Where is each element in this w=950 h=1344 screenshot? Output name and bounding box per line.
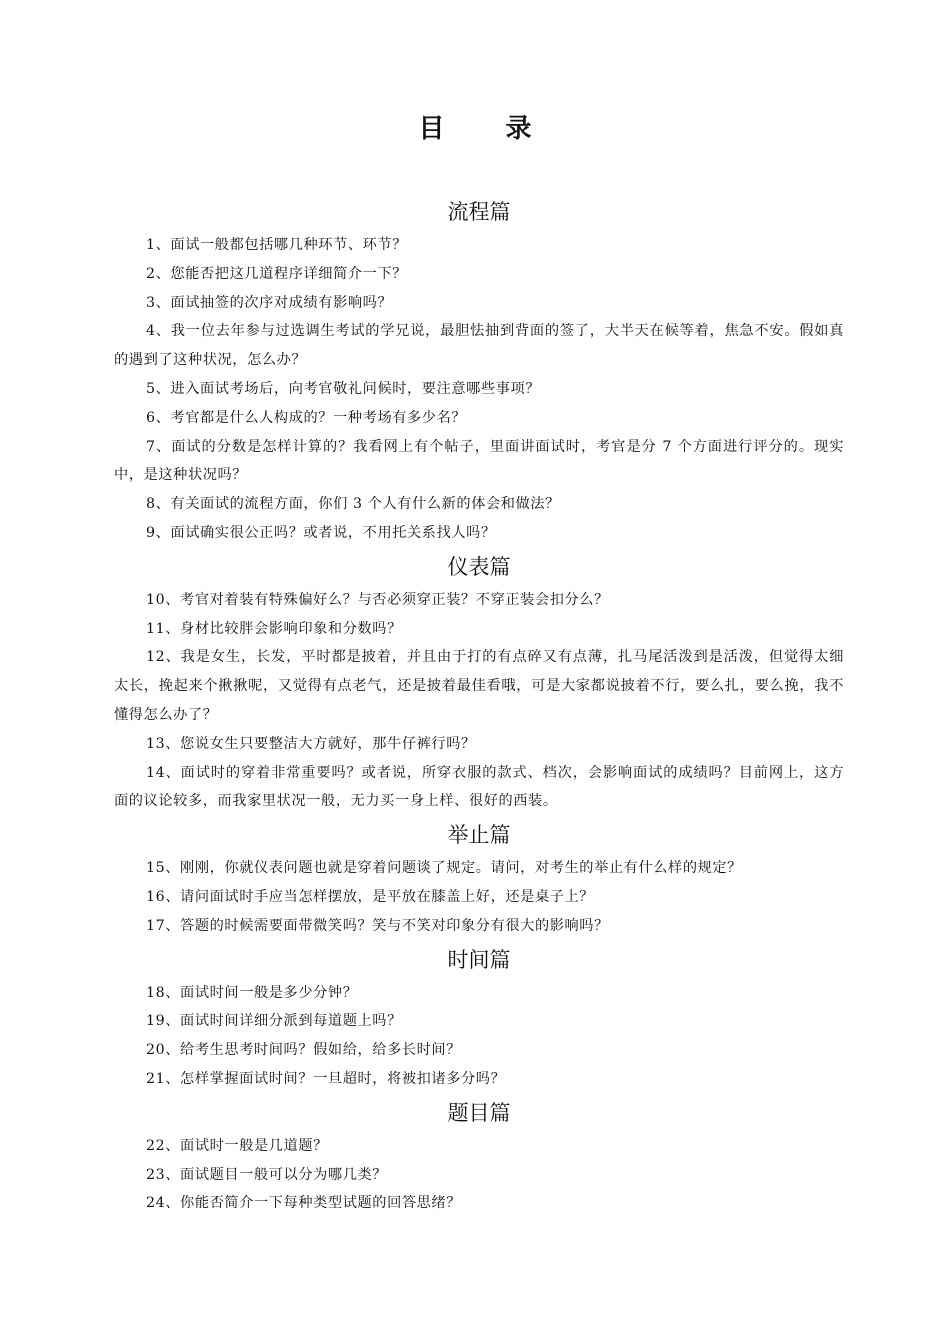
toc-item: 2、您能否把这几道程序详细简介一下？	[146, 265, 408, 282]
section-heading: 题目篇	[447, 1100, 511, 1125]
section-heading: 时间篇	[447, 947, 511, 972]
section-heading: 流程篇	[447, 200, 511, 224]
page-title: 目 录	[418, 114, 558, 144]
section-time	[114, 945, 844, 1094]
section-appearance	[114, 552, 844, 816]
toc-item: 12、我是女生，长发，平时都是披着，并且由于打的有点碎又有点薄，扎马尾活泼到是活泼，但觉得太细太长，挽起来个揪揪呢，又觉得有点老气，还是披着最佳看哦，可是大家都说披着不行，要么扎，要么挽，我不懂得怎么办了？	[114, 649, 844, 723]
toc-item: 4、我一位去年参与过选调生考试的学兄说，最胆怯抽到背面的签了，大半天在候等着，焦急不安。假如真的遇到了这种状况，怎么办？	[114, 323, 844, 369]
toc-item: 6、考官都是什么人构成的？一种考场有多少名？	[146, 409, 467, 426]
section-manner	[114, 820, 844, 940]
toc-item: 14、面试时的穿着非常重要吗？或者说，所穿衣服的款式、档次，会影响面试的成绩吗？目前网上，这方面的议论较多，而我家里状况一般，无力买一身上样、很好的西装。	[114, 764, 844, 810]
toc-item: 24、你能否简介一下每种类型试题的回答思绪？	[146, 1195, 462, 1212]
toc-item: 17、答题的时候需要面带微笑吗？笑与不笑对印象分有很大的影响吗？	[146, 917, 609, 934]
toc-item: 7、面试的分数是怎样计算的？我看网上有个帖子，里面讲面试时，考官是分 7 个方面进行评分的。现实中，是这种状况吗？	[114, 438, 844, 484]
section-questions	[114, 1098, 844, 1218]
toc-item: 9、面试确实很公正吗？或者说，不用托关系找人吗？	[146, 524, 496, 541]
toc-item: 3、面试抽签的次序对成绩有影响吗？	[146, 294, 393, 311]
table-of-contents	[114, 197, 844, 1222]
section-heading: 仪表篇	[447, 554, 511, 579]
section-process	[114, 197, 844, 548]
toc-item: 11、身材比较胖会影响印象和分数吗？	[146, 620, 402, 637]
toc-item: 23、面试题目一般可以分为哪几类？	[146, 1166, 388, 1183]
toc-item: 22、面试时一般是几道题？	[146, 1137, 328, 1154]
toc-item: 18、面试时间一般是多少分钟？	[146, 984, 358, 1001]
toc-item: 10、考官对着装有特殊偏好么？与否必须穿正装？不穿正装会扣分么？	[146, 591, 609, 608]
toc-item: 1、面试一般都包括哪几种环节、环节？	[146, 237, 408, 253]
toc-item: 13、您说女生只要整洁大方就好，那牛仔裤行吗？	[146, 735, 476, 752]
toc-item: 19、面试时间详细分派到每道题上吗？	[146, 1013, 402, 1030]
toc-item: 16、请问面试时手应当怎样摆放，是平放在膝盖上好，还是桌子上？	[146, 888, 595, 905]
toc-item: 21、怎样掌握面试时间？一旦超时，将被扣诸多分吗？	[146, 1070, 506, 1087]
toc-item: 5、进入面试考场后，向考官敬礼问候时，要注意哪些事项？	[146, 380, 541, 397]
section-heading: 举止篇	[447, 823, 511, 848]
toc-item: 8、有关面试的流程方面，你们 3 个人有什么新的体会和做法？	[146, 496, 560, 513]
toc-item: 15、刚刚，你就仪表问题也就是穿着问题谈了规定。请问，对考生的举止有什么样的规定？	[146, 860, 742, 877]
toc-item: 20、给考生思考时间吗？假如给，给多长时间？	[146, 1042, 462, 1059]
